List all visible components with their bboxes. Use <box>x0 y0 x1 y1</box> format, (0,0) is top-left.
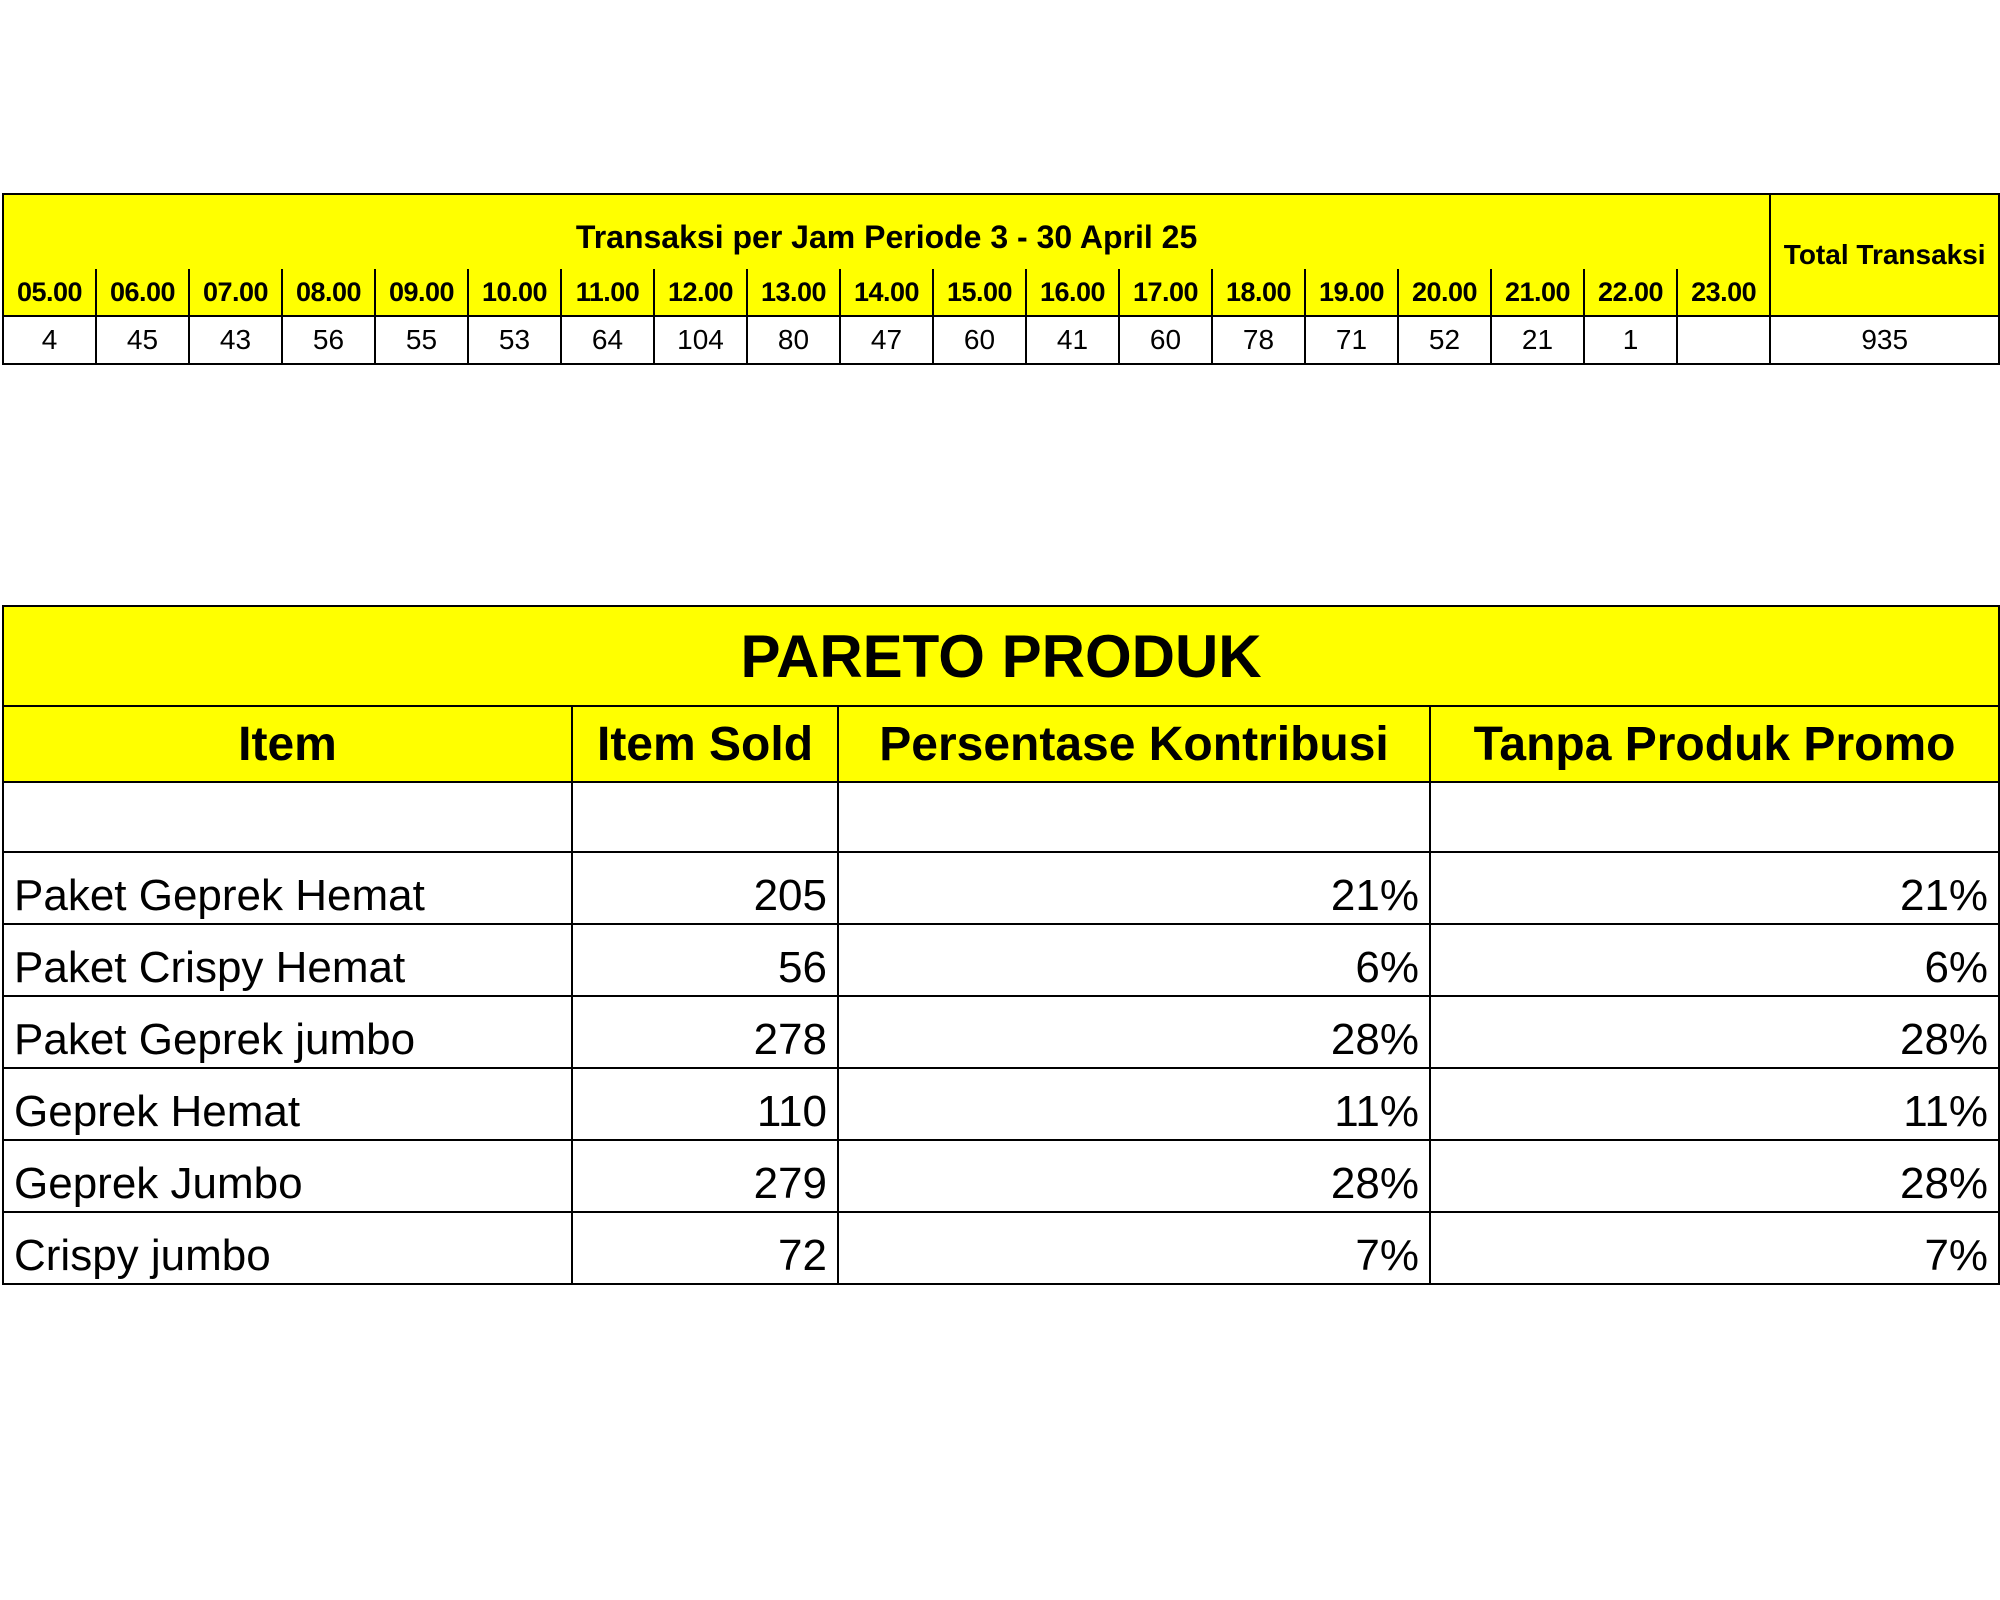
tanpa-produk-promo-cell: 7% <box>1430 1212 1999 1284</box>
hour-value-cell: 55 <box>375 316 468 364</box>
item-sold-cell: 278 <box>572 996 838 1068</box>
hour-value-cell: 41 <box>1026 316 1119 364</box>
column-header-item: Item <box>3 706 572 782</box>
total-transaksi-value: 935 <box>1770 316 1999 364</box>
hour-header-cell: 15.00 <box>933 269 1026 316</box>
hour-value-cell: 64 <box>561 316 654 364</box>
hour-value-cell: 1 <box>1584 316 1677 364</box>
hour-header-cell: 07.00 <box>189 269 282 316</box>
tanpa-produk-promo-cell: 28% <box>1430 996 1999 1068</box>
hour-value-cell: 56 <box>282 316 375 364</box>
hourly-title-row <box>3 194 1999 269</box>
item-name-cell: Paket Geprek jumbo <box>3 996 572 1068</box>
hour-header-cell: 22.00 <box>1584 269 1677 316</box>
persentase-kontribusi-cell: 7% <box>838 1212 1430 1284</box>
hourly-table-title: Transaksi per Jam Periode 3 - 30 April 25 <box>3 194 1770 269</box>
hour-header-cell: 08.00 <box>282 269 375 316</box>
pareto-body <box>3 852 1999 1284</box>
item-sold-cell: 56 <box>572 924 838 996</box>
item-name-cell: Geprek Jumbo <box>3 1140 572 1212</box>
column-header-item-sold: Item Sold <box>572 706 838 782</box>
persentase-kontribusi-cell: 11% <box>838 1068 1430 1140</box>
hour-header-cell: 21.00 <box>1491 269 1584 316</box>
table-row <box>3 1068 1999 1140</box>
hour-value-cell: 43 <box>189 316 282 364</box>
total-transaksi-header: Total Transaksi <box>1770 194 1999 316</box>
hour-header-cell: 12.00 <box>654 269 747 316</box>
hour-value-cell: 71 <box>1305 316 1398 364</box>
hour-header-cell: 18.00 <box>1212 269 1305 316</box>
item-name-cell: Crispy jumbo <box>3 1212 572 1284</box>
table-row <box>3 924 1999 996</box>
hour-header-cell: 19.00 <box>1305 269 1398 316</box>
tanpa-produk-promo-cell: 6% <box>1430 924 1999 996</box>
pareto-header-row <box>3 706 1999 782</box>
tanpa-produk-promo-cell: 11% <box>1430 1068 1999 1140</box>
hour-value-cell: 80 <box>747 316 840 364</box>
item-sold-cell: 279 <box>572 1140 838 1212</box>
persentase-kontribusi-cell: 21% <box>838 852 1430 924</box>
hour-header-cell: 11.00 <box>561 269 654 316</box>
item-name-cell: Paket Geprek Hemat <box>3 852 572 924</box>
tanpa-produk-promo-cell: 21% <box>1430 852 1999 924</box>
tanpa-produk-promo-cell: 28% <box>1430 1140 1999 1212</box>
hour-header-cell: 13.00 <box>747 269 840 316</box>
hour-value-cell: 45 <box>96 316 189 364</box>
hour-header-cell: 23.00 <box>1677 269 1770 316</box>
hour-value-cell: 60 <box>933 316 1026 364</box>
hourly-transactions-table <box>2 193 2000 365</box>
pareto-produk-table <box>2 605 2000 1285</box>
pareto-table-title: PARETO PRODUK <box>3 606 1999 706</box>
hour-value-cell: 47 <box>840 316 933 364</box>
hour-header-cell: 10.00 <box>468 269 561 316</box>
item-sold-cell: 110 <box>572 1068 838 1140</box>
blank-cell <box>838 782 1430 852</box>
item-name-cell: Paket Crispy Hemat <box>3 924 572 996</box>
hour-value-cell: 52 <box>1398 316 1491 364</box>
hour-value-cell <box>1677 316 1770 364</box>
hour-value-row <box>3 316 1999 364</box>
hour-value-cell: 104 <box>654 316 747 364</box>
hour-header-cell: 05.00 <box>3 269 96 316</box>
hour-header-cell: 16.00 <box>1026 269 1119 316</box>
hour-header-cell: 06.00 <box>96 269 189 316</box>
persentase-kontribusi-cell: 6% <box>838 924 1430 996</box>
column-header-tanpa-produk-promo: Tanpa Produk Promo <box>1430 706 1999 782</box>
item-sold-cell: 205 <box>572 852 838 924</box>
persentase-kontribusi-cell: 28% <box>838 1140 1430 1212</box>
hour-header-cell: 14.00 <box>840 269 933 316</box>
blank-cell <box>572 782 838 852</box>
pareto-blank-row <box>3 782 1999 852</box>
item-sold-cell: 72 <box>572 1212 838 1284</box>
hour-value-cell: 21 <box>1491 316 1584 364</box>
hour-value-cell: 4 <box>3 316 96 364</box>
blank-cell <box>1430 782 1999 852</box>
item-name-cell: Geprek Hemat <box>3 1068 572 1140</box>
table-row <box>3 996 1999 1068</box>
hour-value-cell: 78 <box>1212 316 1305 364</box>
table-row <box>3 1140 1999 1212</box>
hour-header-row <box>3 269 1999 316</box>
blank-cell <box>3 782 572 852</box>
hour-header-cell: 09.00 <box>375 269 468 316</box>
hour-value-cell: 53 <box>468 316 561 364</box>
hour-value-cell: 60 <box>1119 316 1212 364</box>
persentase-kontribusi-cell: 28% <box>838 996 1430 1068</box>
hour-header-cell: 20.00 <box>1398 269 1491 316</box>
table-row <box>3 1212 1999 1284</box>
column-header-persentase-kontribusi: Persentase Kontribusi <box>838 706 1430 782</box>
hour-header-cell: 17.00 <box>1119 269 1212 316</box>
table-row <box>3 852 1999 924</box>
pareto-title-row <box>3 606 1999 706</box>
